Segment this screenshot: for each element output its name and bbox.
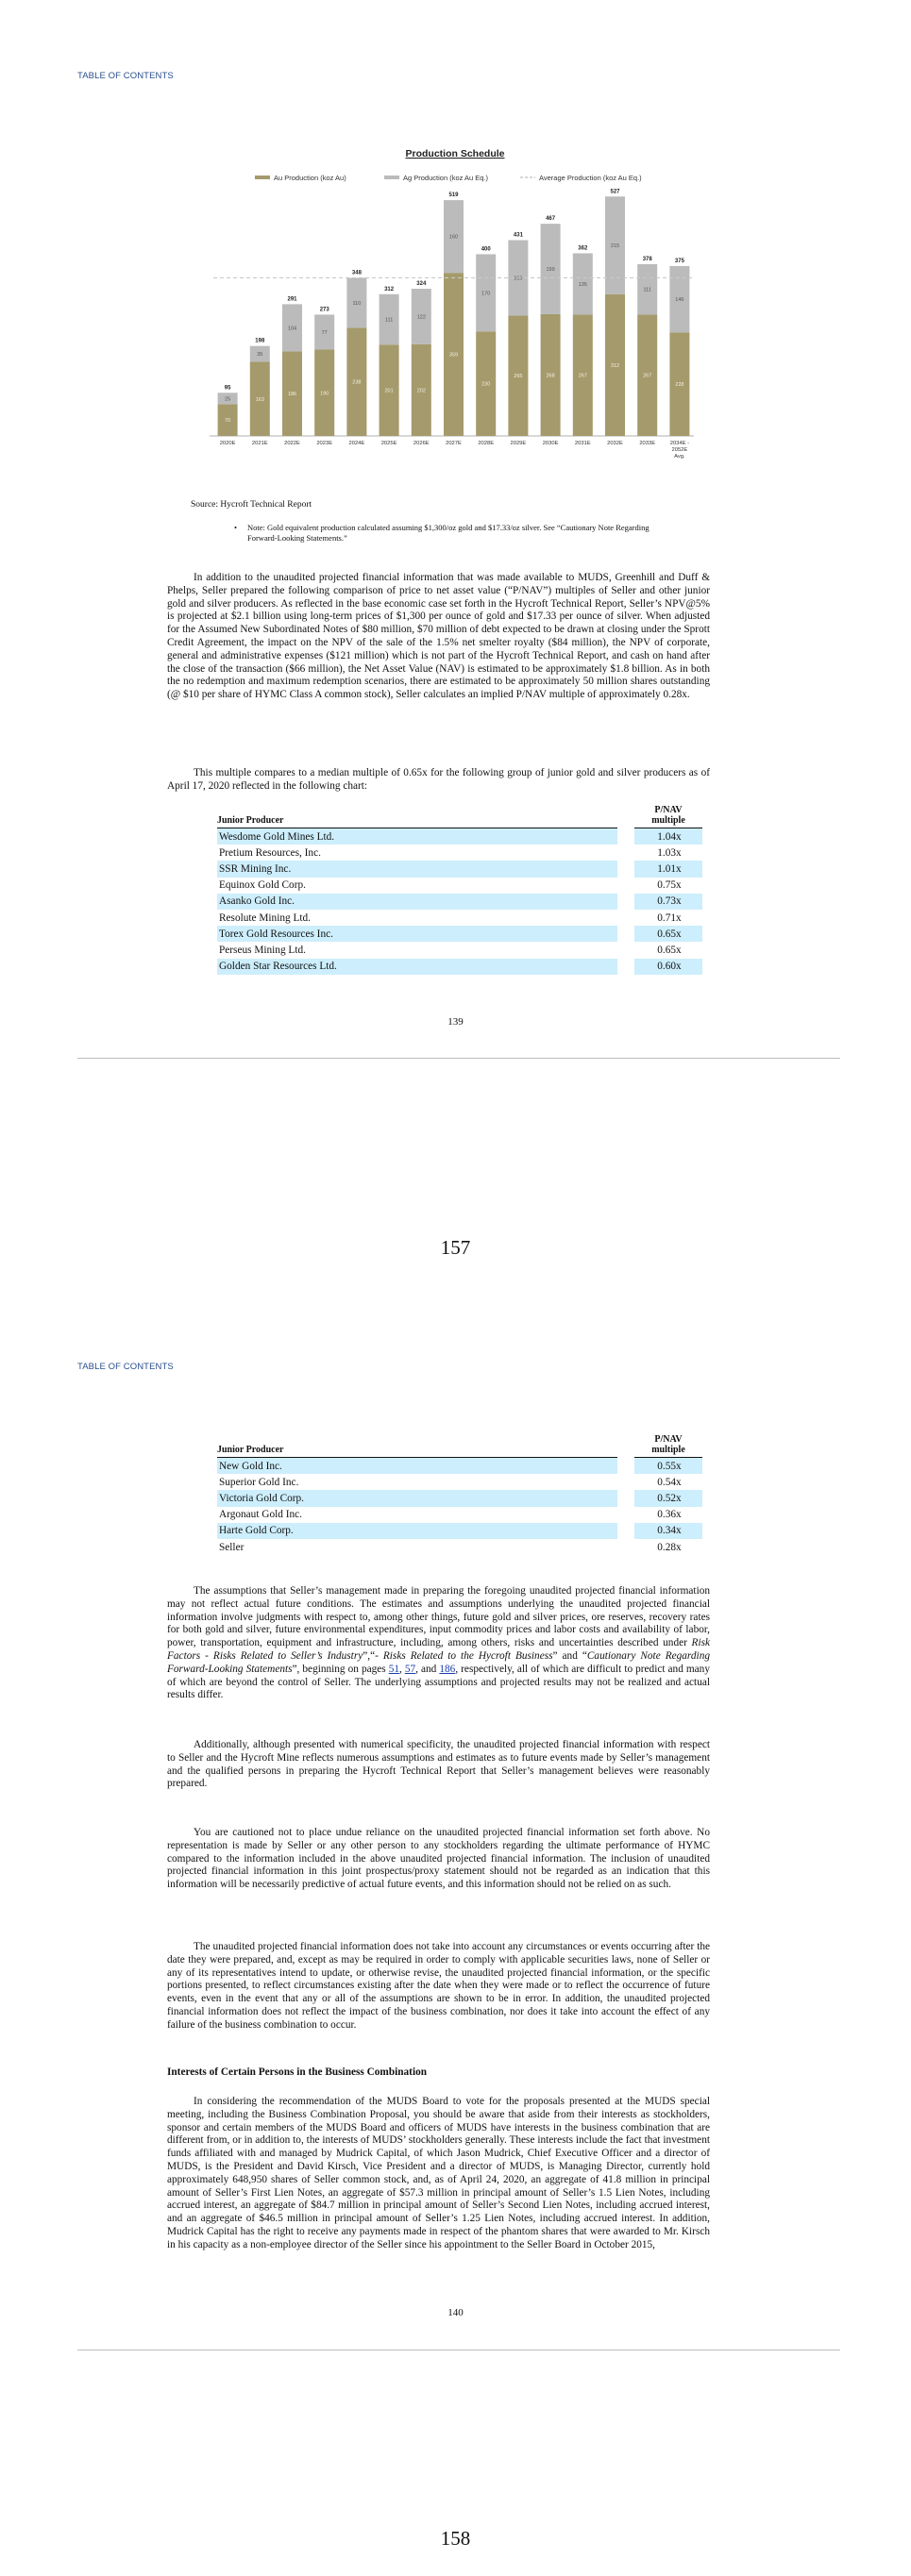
x-tick-label: 2028E xyxy=(478,441,495,446)
interests-text: In considering the recommendation of the MUDS Board to vote for the proposals presented at the MUDS special meeting, including the Business Combination Proposal, you should be aware that aside from their interests as stockholders, sponsor and certain members of the MUDS Board and officers of MUDS have interests in the business combination that are different from, or in addition to, the interests of MUDS’ stockholders generally. These interests include the fact that investment funds affiliated with and managed by Mudrick Capital, of which Jason Mudrick, Chief Executive Officer and a director of MUDS, is the President and David Kirsch, Vice President and a director of MUDS, is Managing Director, currently hold approximately 648,950 shares of Seller common stock, and, as of April 24, 2020, an aggregate of 41.8 million in principal amount of Seller’s First Lien Notes, an aggregate of $57.3 million in principal amount of Seller’s 1.5 Lien Notes, including accrued interest, an aggregate of $84.7 million in principal amount of Seller’s Second Lien Notes, including accrued interest, and an aggregate of $46.5 million in principal amount of Seller’s 1.25 Lien Notes, including accrued interest. In addition, Mudrick Capital has the right to receive any payments made in respect of the phantom shares that were awarded to Mr. Kirsch in his capacity as a non-employee director of the Seller since his appointment to the Seller Board in October 2015, xyxy=(167,2096,710,2250)
legend-label-ag: Ag Production (koz Au Eq.) xyxy=(403,174,489,182)
x-tick-label: 2032E xyxy=(607,441,623,446)
data-label-ag: 111 xyxy=(384,317,394,324)
pnav-multiple: 0.54x xyxy=(657,1476,682,1488)
data-label-au: 201 xyxy=(384,388,394,394)
producer-name: Seller xyxy=(219,1541,245,1553)
pnav-multiple: 0.60x xyxy=(634,959,702,975)
data-label-total: 467 xyxy=(546,216,556,223)
pnav-multiple: 0.34x xyxy=(634,1523,702,1539)
producer-name: Perseus Mining Ltd. xyxy=(219,944,306,956)
pnav-multiple: 1.04x xyxy=(634,828,702,845)
column-gap xyxy=(617,1434,634,1458)
data-label-au: 228 xyxy=(675,382,684,389)
x-tick-label: 2026E xyxy=(413,441,430,446)
table-of-contents-link[interactable]: TABLE OF CONTENTS xyxy=(77,71,174,81)
chart-source: Source: Hycroft Technical Report xyxy=(191,500,312,510)
row-gap xyxy=(617,1490,634,1506)
column-header-multiple-line2: multiple xyxy=(651,815,685,826)
x-tick-label: 2033E xyxy=(639,441,656,446)
x-tick-label: 2022E xyxy=(284,441,300,446)
pnav-multiple: 0.55x xyxy=(634,1458,702,1475)
producer-name: New Gold Inc. xyxy=(217,1458,617,1475)
table-row xyxy=(217,959,702,975)
undue-reliance-text: You are cautioned not to place undue reliance on the unaudited projected financial information set forth above. No representation is made by Seller or any other person to any stockholders regarding the ultimate performance of HYMC compared to the information included in the above unaudited projected financial information. The inclusion of unaudited projected financial information in this joint prospectus/proxy statement should not be regarded as an indication that this information will be necessarily predictive of actual future events, and this information should not be relied on as such. xyxy=(167,1827,710,1891)
data-label-au: 230 xyxy=(481,381,491,388)
chart-bars xyxy=(210,189,694,460)
data-label-ag: 35 xyxy=(257,352,263,359)
table-row xyxy=(217,1507,702,1523)
producer-name: Asanko Gold Inc. xyxy=(217,894,617,910)
row-gap xyxy=(617,910,634,926)
data-label-ag: 110 xyxy=(352,300,362,307)
numerical-specificity-text: Additionally, although presented with numerical specificity, the unaudited projected financial information with respect to Seller and the Hycroft Mine reflects numerous assumptions and estimates as to future events made by Seller’s management and the qualified persons in preparing the Hycroft Technical Report that Seller’s management believes were reasonably prepared. xyxy=(167,1739,710,1790)
page-link-51[interactable]: 51 xyxy=(388,1663,399,1675)
producer-name: Pretium Resources, Inc. xyxy=(219,846,321,859)
table-row xyxy=(217,861,702,877)
page-link-186[interactable]: 186 xyxy=(439,1663,456,1675)
producer-name: Resolute Mining Ltd. xyxy=(219,912,311,924)
table-row xyxy=(217,910,702,926)
data-label-au: 70 xyxy=(225,418,231,425)
pnav-multiple: 0.73x xyxy=(634,894,702,910)
table-row xyxy=(217,1539,702,1555)
row-gap xyxy=(617,828,634,845)
row-gap xyxy=(617,878,634,894)
data-label-au: 163 xyxy=(255,396,264,403)
column-header-multiple-line1: P/NAV xyxy=(654,1434,683,1445)
pnav-multiple: 0.71x xyxy=(657,912,682,924)
row-gap xyxy=(617,845,634,861)
row-gap xyxy=(617,1539,634,1555)
peer-multiples-table-2 xyxy=(217,1434,702,1555)
table-header-row xyxy=(217,1434,702,1458)
assumptions-text-f: , and xyxy=(415,1663,440,1675)
x-tick-label: 2024E xyxy=(348,441,365,446)
column-header-multiple xyxy=(634,1434,702,1458)
column-header-multiple xyxy=(634,805,702,828)
x-tick-label: 2034E -2052E Avg. xyxy=(669,441,690,460)
median-paragraph-text: This multiple compares to a median multiple of 0.65x for the following group of junior gold and silver producers as of April 17, 2020 reflected in the following chart: xyxy=(167,767,710,792)
table-header-row xyxy=(217,805,702,828)
row-gap xyxy=(617,1474,634,1490)
risk-factors-ref: Risk Factors - Risks Related to Seller’s Industry xyxy=(167,1637,710,1662)
table-of-contents-link[interactable]: TABLE OF CONTENTS xyxy=(77,1362,174,1372)
production-schedule-chart xyxy=(165,142,746,495)
producer-name: Wesdome Gold Mines Ltd. xyxy=(217,828,617,845)
table-row xyxy=(217,1523,702,1539)
data-label-au: 267 xyxy=(578,373,587,379)
page-link-57[interactable]: 57 xyxy=(404,1663,416,1675)
table-row xyxy=(217,926,702,942)
chart-legend xyxy=(255,174,642,182)
median-paragraph xyxy=(167,767,710,794)
page-divider xyxy=(77,1058,840,1059)
pdf-page-number: 157 xyxy=(440,1236,471,1259)
column-header-multiple-line2: multiple xyxy=(651,1445,685,1455)
data-label-au: 202 xyxy=(416,388,426,394)
page-number: 140 xyxy=(447,2307,464,2318)
pnav-multiple: 1.03x xyxy=(657,846,682,859)
assumptions-text-c: ” and “ xyxy=(552,1649,587,1662)
legend-label-au: Au Production (koz Au) xyxy=(274,174,346,182)
data-label-total: 348 xyxy=(351,270,362,276)
producer-name: Golden Star Resources Ltd. xyxy=(217,959,617,975)
data-label-au: 186 xyxy=(287,392,297,398)
pnav-paragraph xyxy=(167,572,710,702)
producer-name: Victoria Gold Corp. xyxy=(217,1490,617,1506)
assumptions-text-b: ”,“ xyxy=(363,1649,376,1662)
data-label-ag: 215 xyxy=(610,243,620,250)
data-label-total: 378 xyxy=(642,257,652,262)
undue-reliance-paragraph xyxy=(167,1827,710,1892)
table-row xyxy=(217,894,702,910)
no-update-text: The unaudited projected financial information does not take into account any circumstances or events occurring after the date they were prepared, and, except as may be required in order to comply with applicable securities laws, none of Seller or any of its representatives intend to update, or otherwise revise, the unaudited projected financial information, or the specific portions presented, to reflect circumstances existing after the date when they were made or to reflect the occurrence of future events, even in the event that any or all of the assumptions are shown to be in error. In addition, the unaudited projected financial information does not reflect the impact of the business combination, nor does it take into account the effect of any failure of the business combination to occur. xyxy=(167,1941,710,2031)
x-tick-label: 2020E xyxy=(219,441,236,446)
legend-label-avg: Average Production (koz Au Eq.) xyxy=(539,174,642,182)
data-label-total: 519 xyxy=(448,192,459,199)
pnav-multiple: 0.52x xyxy=(634,1490,702,1506)
row-gap xyxy=(617,1523,634,1539)
x-tick-label: 2021E xyxy=(251,441,268,446)
page-number: 139 xyxy=(447,1016,464,1028)
chart-title: Production Schedule xyxy=(405,148,505,159)
data-label-au: 267 xyxy=(643,373,652,379)
data-label-au: 359 xyxy=(448,352,459,359)
table-row xyxy=(217,1474,702,1490)
pnav-multiple: 0.65x xyxy=(657,944,682,956)
x-tick-label: 2031E xyxy=(574,441,591,446)
producer-name: Harte Gold Corp. xyxy=(217,1523,617,1539)
producer-name: Equinox Gold Corp. xyxy=(219,879,306,892)
producer-name: Torex Gold Resources Inc. xyxy=(217,926,617,942)
data-label-ag: 170 xyxy=(481,291,491,297)
x-tick-label: 2025E xyxy=(380,441,397,446)
cautionary-note-ref: Cautionary Note Regarding Forward-Looking Statements xyxy=(167,1649,710,1675)
note-bullet: • xyxy=(234,523,237,532)
data-label-ag: 122 xyxy=(416,314,426,321)
data-label-total: 324 xyxy=(416,281,427,287)
note-text: Note: Gold equivalent production calculated assuming $1,300/oz gold and $17.33/oz silver. See “Cautionary Note Regarding Forward-Looking Statements.” xyxy=(247,523,650,543)
data-label-total: 375 xyxy=(674,258,684,264)
assumptions-text-e: , xyxy=(399,1663,405,1675)
data-label-au: 265 xyxy=(514,374,523,380)
data-label-total: 400 xyxy=(481,246,491,253)
pnav-multiple: 0.28x xyxy=(657,1541,682,1553)
row-gap xyxy=(617,942,634,958)
data-label-total: 198 xyxy=(255,338,265,344)
data-label-ag: 166 xyxy=(514,276,523,282)
pnav-paragraph-text: In addition to the unaudited projected financial information that was made available to MUDS, Greenhill and Duff & Phelps, Seller prepared the following comparison of price to net asset value (“P/NAV”) multiples of Seller and other junior gold and silver producers. As reflected in the base economic case set forth in the Hycroft Technical Report, Seller’s NPV@5% is projected at $2.1 billion using long-term prices of $1,300 per ounce of gold and $17.33 per ounce of silver. When adjusted for the Assumed New Subordinated Notes of $80 million, $70 million of debt expected to be drawn at closing under the Sprott Credit Agreement, the impact on the NPV of the sale of the 1.5% net smelter royalty ($84 million), the NPV of corporate, general and administrative expenses ($121 million) which is not part of the Hycroft Technical Report, and cash on hand after the close of the transaction ($66 million), the Net Asset Value (NAV) is estimated to be approximately $1.8 billion. As in both the no redemption and maximum redemption scenarios, there are estimated to be approximately 50 million shares outstanding (@ $10 per share of HYMC Class A common stock), Seller calculates an implied P/NAV multiple of approximately 0.28x. xyxy=(167,572,710,701)
x-tick-label: 2027E xyxy=(446,441,462,446)
chart-note xyxy=(234,523,672,544)
table-row xyxy=(217,1490,702,1506)
data-label-ag: 25 xyxy=(225,396,231,403)
no-update-paragraph xyxy=(167,1941,710,2032)
table-row xyxy=(217,845,702,861)
row-gap xyxy=(617,926,634,942)
data-label-ag: 146 xyxy=(675,297,684,304)
data-label-au: 238 xyxy=(352,379,362,386)
section-heading: Interests of Certain Persons in the Business Combination xyxy=(167,2066,428,2078)
legend-swatch-ag xyxy=(384,176,399,179)
data-label-au: 268 xyxy=(546,373,555,379)
data-label-total: 431 xyxy=(513,232,523,239)
data-label-ag: 135 xyxy=(578,281,587,288)
chart-canvas xyxy=(165,142,746,495)
table-row xyxy=(217,1458,702,1475)
pnav-multiple: 0.65x xyxy=(634,926,702,942)
x-tick-label: 2023E xyxy=(316,441,333,446)
row-gap xyxy=(617,959,634,975)
assumptions-text-a: The assumptions that Seller’s management made in preparing the foregoing unaudited projected financial information may not reflect actual future conditions. The estimates and assumptions underlying the unaudited projected financial information involve judgments with respect to, among other things, future gold and silver prices, ore reserves, recovery rates for both gold and silver, future environmental expenditures, input commodity prices and labor costs and availability of labor, power, transportation, equipment and infrastructure, including, among others, risks and uncertainties described under xyxy=(167,1585,710,1649)
data-label-total: 312 xyxy=(384,286,395,293)
producer-name: Superior Gold Inc. xyxy=(219,1476,299,1488)
numerical-specificity-paragraph xyxy=(167,1739,710,1791)
row-gap xyxy=(617,1507,634,1523)
pdf-page-number: 158 xyxy=(440,2527,471,2550)
data-label-ag: 104 xyxy=(287,326,297,332)
assumptions-text-d: ”, beginning on pages xyxy=(292,1663,389,1675)
peer-multiples-table-1 xyxy=(217,805,702,975)
data-label-total: 273 xyxy=(319,307,329,313)
data-label-total: 95 xyxy=(224,385,231,392)
column-header-multiple-line1: P/NAV xyxy=(654,805,683,815)
data-label-total: 527 xyxy=(610,189,620,195)
data-label-total: 362 xyxy=(578,245,588,252)
row-gap xyxy=(617,861,634,877)
row-gap xyxy=(617,894,634,910)
hycroft-risks-ref: - Risks Related to the Hycroft Business xyxy=(375,1649,553,1662)
column-header-producer: Junior Producer xyxy=(217,805,617,828)
column-gap xyxy=(617,805,634,828)
pnav-multiple: 0.36x xyxy=(657,1509,682,1521)
legend-swatch-au xyxy=(255,176,270,179)
data-label-total: 291 xyxy=(287,296,297,303)
producer-name: SSR Mining Inc. xyxy=(217,861,617,877)
data-label-ag: 199 xyxy=(546,267,555,274)
table-row xyxy=(217,878,702,894)
data-label-ag: 160 xyxy=(448,234,459,241)
data-label-au: 312 xyxy=(610,362,620,369)
table-row xyxy=(217,942,702,958)
data-label-ag: 111 xyxy=(643,287,651,293)
assumptions-paragraph xyxy=(167,1585,710,1702)
assumptions-text-g: , respectively, all of which are difficult to predict and many of which are beyond the control of Seller. The underlying assumptions and projected results may not be realized and actual results differ. xyxy=(167,1663,710,1701)
table-row xyxy=(217,828,702,845)
column-header-producer: Junior Producer xyxy=(217,1434,617,1458)
pnav-multiple: 1.01x xyxy=(634,861,702,877)
data-label-au: 190 xyxy=(320,391,329,397)
interests-paragraph xyxy=(167,2096,710,2252)
x-tick-label: 2030E xyxy=(542,441,559,446)
data-label-ag: 77 xyxy=(321,329,328,336)
x-tick-label: 2029E xyxy=(510,441,527,446)
row-gap xyxy=(617,1458,634,1475)
pnav-multiple: 0.75x xyxy=(657,879,682,892)
producer-name: Argonaut Gold Inc. xyxy=(219,1509,302,1521)
